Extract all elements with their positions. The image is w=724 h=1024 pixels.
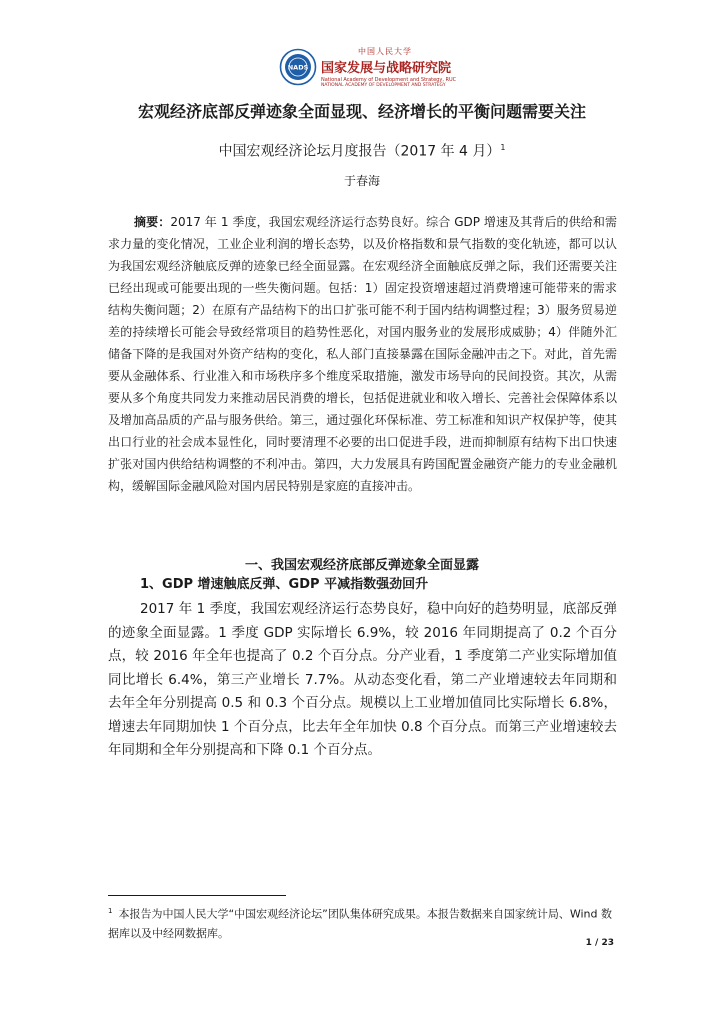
university-name: 中国人民大学 <box>358 47 412 56</box>
abstract <box>108 211 617 497</box>
subtitle-text: 中国宏观经济论坛月度报告（2017 年 4 月） <box>218 143 501 160</box>
body-paragraph: 2017 年 1 季度，我国宏观经济运行态势良好，稳中向好的趋势明显，底部反弹的迹象全面显露。1 季度 GDP 实际增长 6.9%，较 2016 年同期提高了 0.2 个百分点，较 2016 年全年也提高了 0.2 个百分点。分产业看，1 季度第二产业实际增加值同比增长 6.4%，第三产业增长 7.7%。从动态变化看，第二产业增速较去年同期和去年全年分别提高 0.5 和 0.3 个百分点。规模以上工业增加值同比实际增长 6.8%，增速去年同期加快 1 个百分点，比去年全年加快 0.8 个百分点。而第三产业增速较去年同期和全年分别提高和下降 0.1 个百分点。 <box>108 601 617 758</box>
author: 于春海 <box>343 174 380 188</box>
section-heading: 一、我国宏观经济底部反弹迹象全面显露 <box>244 558 479 573</box>
footnote-ref: 1 <box>500 143 506 152</box>
abstract-text: 2017 年 1 季度，我国宏观经济运行态势良好。综合 GDP 增速及其背后的供给和需求力量的变化情况，工业企业利润的增长态势，以及价格指数和景气指数的变化轨迹，都可以认为我国宏观经济触底反弹的迹象已经全面显露。在宏观经济全面触底反弹之际，我们还需要关注已经出现或可能要出现的一些失衡问题。包括：1）固定投资增速超过消费增速可能带来的需求结构失衡问题；2）在原有产品结构下的出口扩张可能不利于国内结构调整过程；3）服务贸易逆差的持续增长可能会导致经常项目的趋势性恶化，对国内服务业的发展形成威胁；4）伴随外汇储备下降的是我国对外资产结构的变化，私人部门直接暴露在国际金融冲击之下。对此，首先需要从金融体系、行业准入和市场秩序多个维度采取措施，激发市场导向的民间投资。其次，从需要从多个角度共同发力来推动居民消费的增长，包括促进就业和收入增长、完善社会保障体系以及增加高品质的产品与服务供给。第三，通过强化环保标准、劳工标准和知识产权保护等，使其出口行业的社会成本显性化，同时要清理不必要的出口促进手段，进而抑制原有结构下出口快速扩张对国内供给结构调整的不利冲击。第四，大力发展具有跨国配置金融资产能力的专业金融机构，缓解国际金融风险对国内居民特别是家庭的直接冲击。 <box>108 215 617 493</box>
report-title: 宏观经济底部反弹迹象全面显现、经济增长的平衡问题需要关注 <box>137 102 586 121</box>
svg-text:NADS: NADS <box>287 63 309 72</box>
report-subtitle <box>150 138 574 162</box>
footnote-text: 本报告为中国人民大学“中国宏观经济论坛”团队集体研究成果。本报告数据来自国家统计局、Wind 数据库以及中经网数据库。 <box>108 907 613 940</box>
institute-name: 国家发展与战略研究院 <box>321 61 452 76</box>
subsection-heading: 1、GDP 增速触底反弹、GDP 平减指数强劲回升 <box>140 577 429 592</box>
footnote <box>108 902 617 943</box>
footnote-divider <box>108 895 286 896</box>
footnote-mark: 1 <box>108 907 113 915</box>
abstract-label: 摘要： <box>134 215 171 229</box>
institute-name-en: National Academy of Development and Strategy, RUC <box>321 77 457 83</box>
seal-icon <box>279 48 317 86</box>
page-number: 1 / 23 <box>585 938 614 948</box>
institute-logo <box>279 46 457 90</box>
institute-name-en-caps: NATIONAL ACADEMY OF DEVELOPMENT AND STRATEGY <box>321 83 446 88</box>
